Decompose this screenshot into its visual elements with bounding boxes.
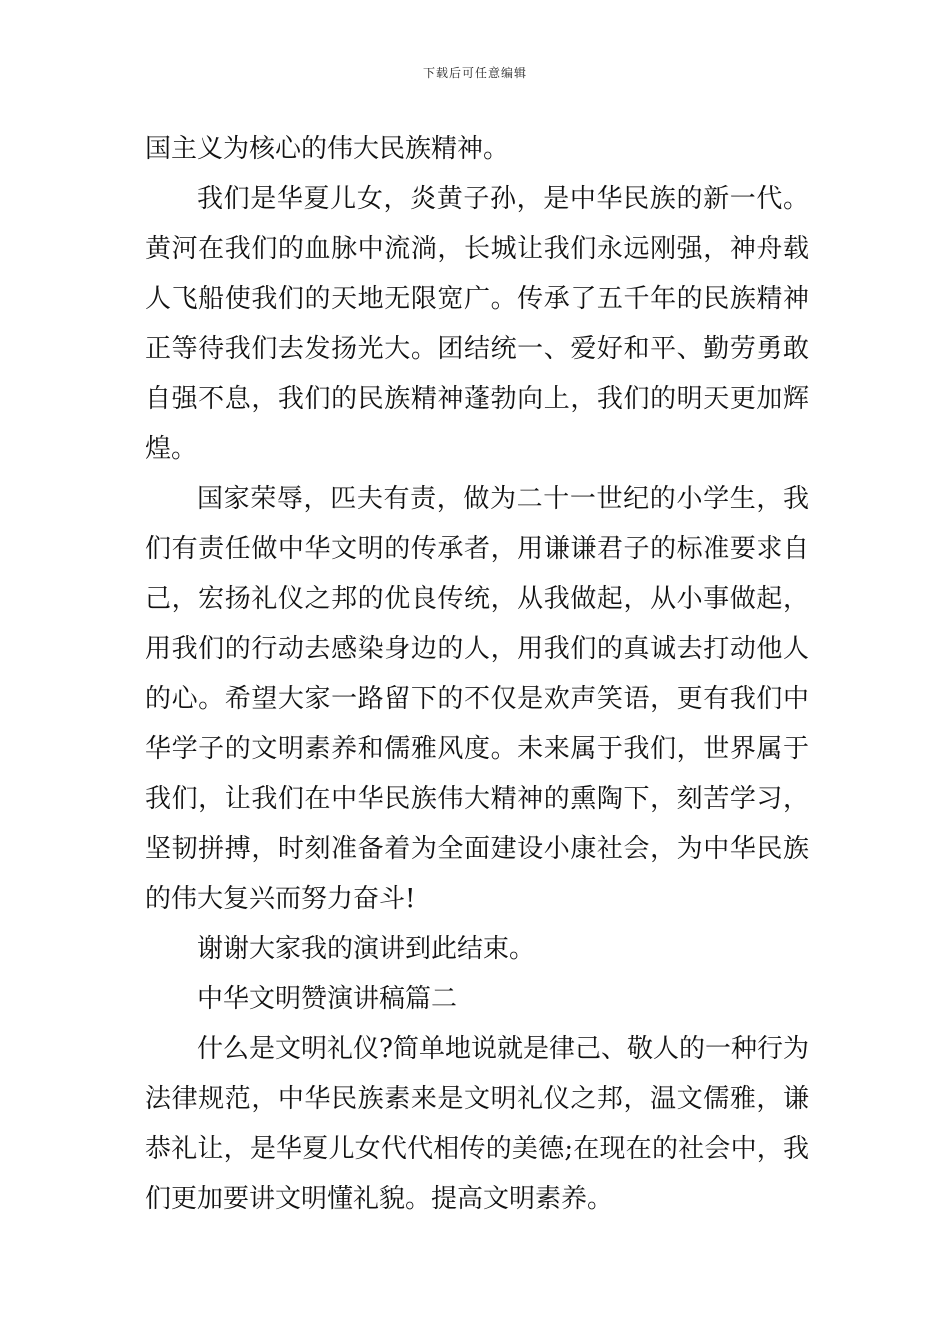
text-line: 谢谢大家我的演讲到此结束。 [197, 934, 536, 964]
text-line: 的伟大复兴而努力奋斗! [145, 884, 416, 914]
text-line: 恭礼让，是华夏儿女代代相传的美德;在现在的社会中，我 [145, 1134, 809, 1164]
text-line: 用我们的行动去感染身边的人，用我们的真诚去打动他人 [145, 634, 809, 664]
text-line: 黄河在我们的血脉中流淌，长城让我们永远刚强，神舟载 [145, 234, 809, 264]
text-line: 我们是华夏儿女，炎黄子孙，是中华民族的新一代。 [197, 184, 809, 214]
text-line: 们有责任做中华文明的传承者，用谦谦君子的标准要求自 [145, 534, 809, 564]
text-line: 正等待我们去发扬光大。团结统一、爱好和平、勤劳勇敢 [145, 334, 809, 364]
document-body [145, 124, 809, 1224]
text-line: 坚韧拼搏，时刻准备着为全面建设小康社会，为中华民族 [145, 834, 809, 864]
text-line: 国家荣辱，匹夫有责，做为二十一世纪的小学生，我 [197, 484, 809, 514]
section-heading: 中华文明赞演讲稿篇二 [197, 984, 458, 1014]
page-header: 下载后可任意编辑 [422, 66, 527, 80]
text-line: 自强不息，我们的民族精神蓬勃向上，我们的明天更加辉 [145, 384, 809, 414]
text-line: 华学子的文明素养和儒雅风度。未来属于我们，世界属于 [145, 734, 809, 764]
text-line: 人飞船使我们的天地无限宽广。传承了五千年的民族精神 [145, 284, 809, 314]
text-line: 的心。希望大家一路留下的不仅是欢声笑语，更有我们中 [145, 684, 809, 714]
text-line: 我们，让我们在中华民族伟大精神的熏陶下，刻苦学习， [145, 784, 809, 814]
text-line: 法律规范，中华民族素来是文明礼仪之邦，温文儒雅，谦 [145, 1084, 809, 1114]
text-line: 国主义为核心的伟大民族精神。 [145, 134, 510, 164]
text-line: 煌。 [145, 434, 198, 464]
text-line: 们更加要讲文明懂礼貌。提高文明素养。 [145, 1184, 614, 1214]
text-line: 己，宏扬礼仪之邦的优良传统，从我做起，从小事做起， [145, 584, 809, 614]
text-line: 什么是文明礼仪?简单地说就是律己、敬人的一种行为 [197, 1034, 809, 1064]
